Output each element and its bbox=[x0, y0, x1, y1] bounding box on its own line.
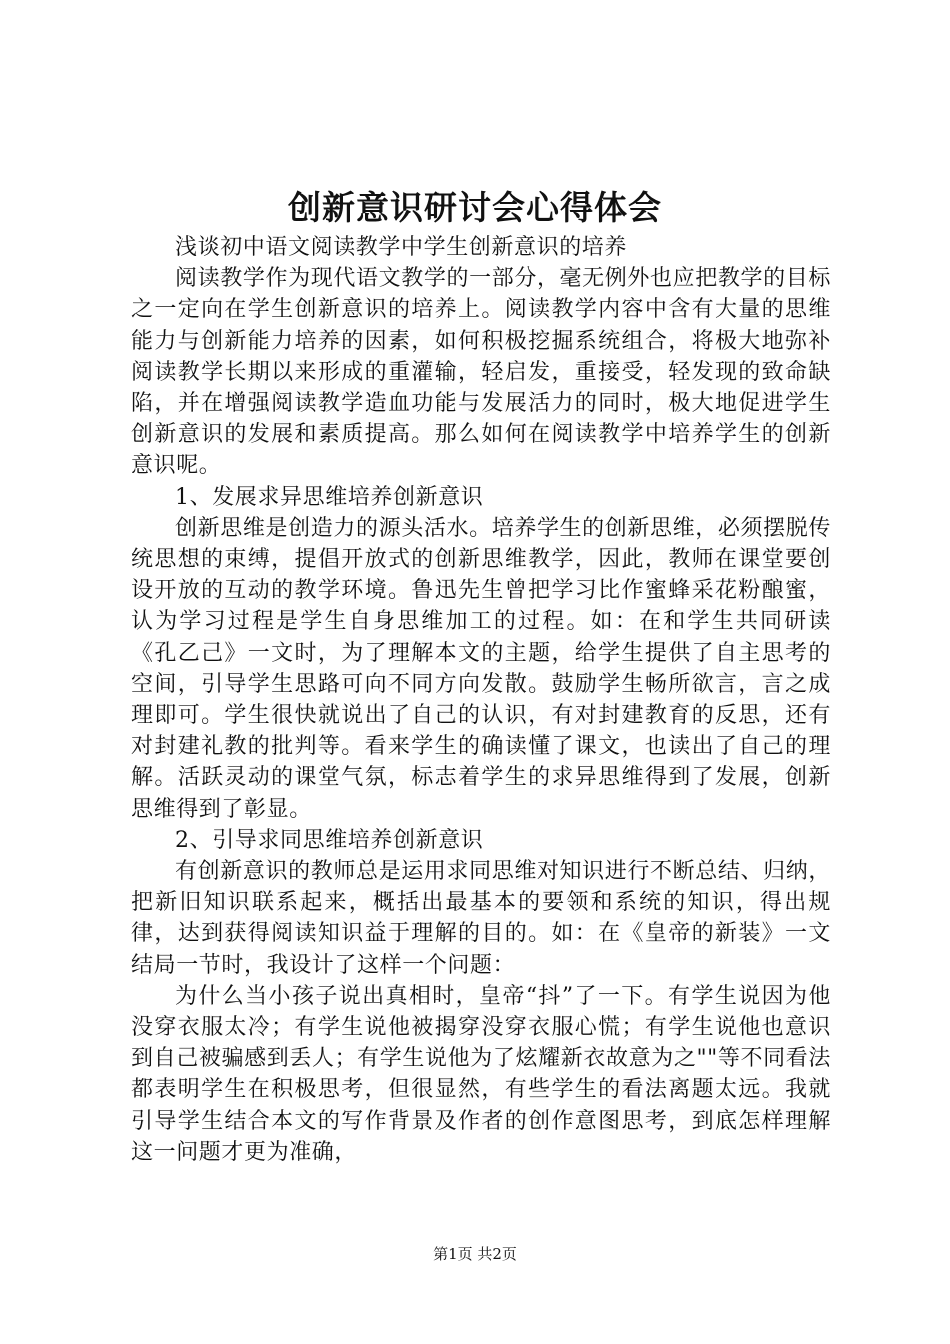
document-title: 创新意识研讨会心得体会 bbox=[288, 188, 662, 227]
section-heading: 2、引导求同思维培养创新意识 bbox=[175, 827, 484, 853]
body-paragraph: 阅读教学作为现代语文教学的一部分，毫无例外也应把教学的目标之一定向在学生创新意识的培养上。阅读教学内容中含有大量的思维能力与创新能力培养的因素，如何积极挖掘系统组合，将极大地弥补阅读教学长期以来形成的重灌输，轻启发，重接受，轻发现的致命缺陷，并在增强阅读教学造血功能与发展活力的同时，极大地促进学生创新意识的发展和素质提高。那么如何在阅读教学中培养学生的创新意识呢。 bbox=[131, 266, 831, 479]
page-footer: 第1页 共2页 bbox=[433, 1245, 517, 1263]
body-paragraph: 有创新意识的教师总是运用求同思维对知识进行不断总结、归纳，把新旧知识联系起来，概括出最基本的要领和系统的知识，得出规律，达到获得阅读知识益于理解的目的。如：在《皇帝的新装》一文结局一节时，我设计了这样一个问题： bbox=[131, 859, 831, 978]
body-paragraph: 为什么当小孩子说出真相时，皇帝“抖”了一下。有学生说因为他没穿衣服太冷；有学生说他被揭穿没穿衣服心慌；有学生说他也意识到自己被骗感到丢人；有学生说他为了炫耀新衣故意为之""等不同看法都表明学生在积极思考，但很显然，有些学生的看法离题太远。我就引导学生结合本文的写作背景及作者的创作意图思考，到底怎样理解这一问题才更为准确， bbox=[131, 983, 831, 1165]
body-paragraph: 创新思维是创造力的源头活水。培养学生的创新思维，必须摆脱传统思想的束缚，提倡开放式的创新思维教学，因此，教师在课堂要创设开放的互动的教学环境。鲁迅先生曾把学习比作蜜蜂采花粉酿蜜，认为学习过程是学生自身思维加工的过程。如：在和学生共同研读《孔乙己》一文时，为了理解本文的主题，给学生提供了自主思考的空间，引导学生思路可向不同方向发散。鼓励学生畅所欲言，言之成理即可。学生很快就说出了自己的认识，有对封建教育的反思，还有对封建礼教的批判等。看来学生的确读懂了课文，也读出了自己的理解。活跃灵动的课堂气氛，标志着学生的求异思维得到了发展，创新思维得到了彰显。 bbox=[131, 515, 831, 822]
document-body bbox=[131, 232, 831, 1168]
section-heading: 1、发展求异思维培养创新意识 bbox=[175, 484, 484, 510]
subtitle-paragraph: 浅谈初中语文阅读教学中学生创新意识的培养 bbox=[175, 235, 628, 260]
